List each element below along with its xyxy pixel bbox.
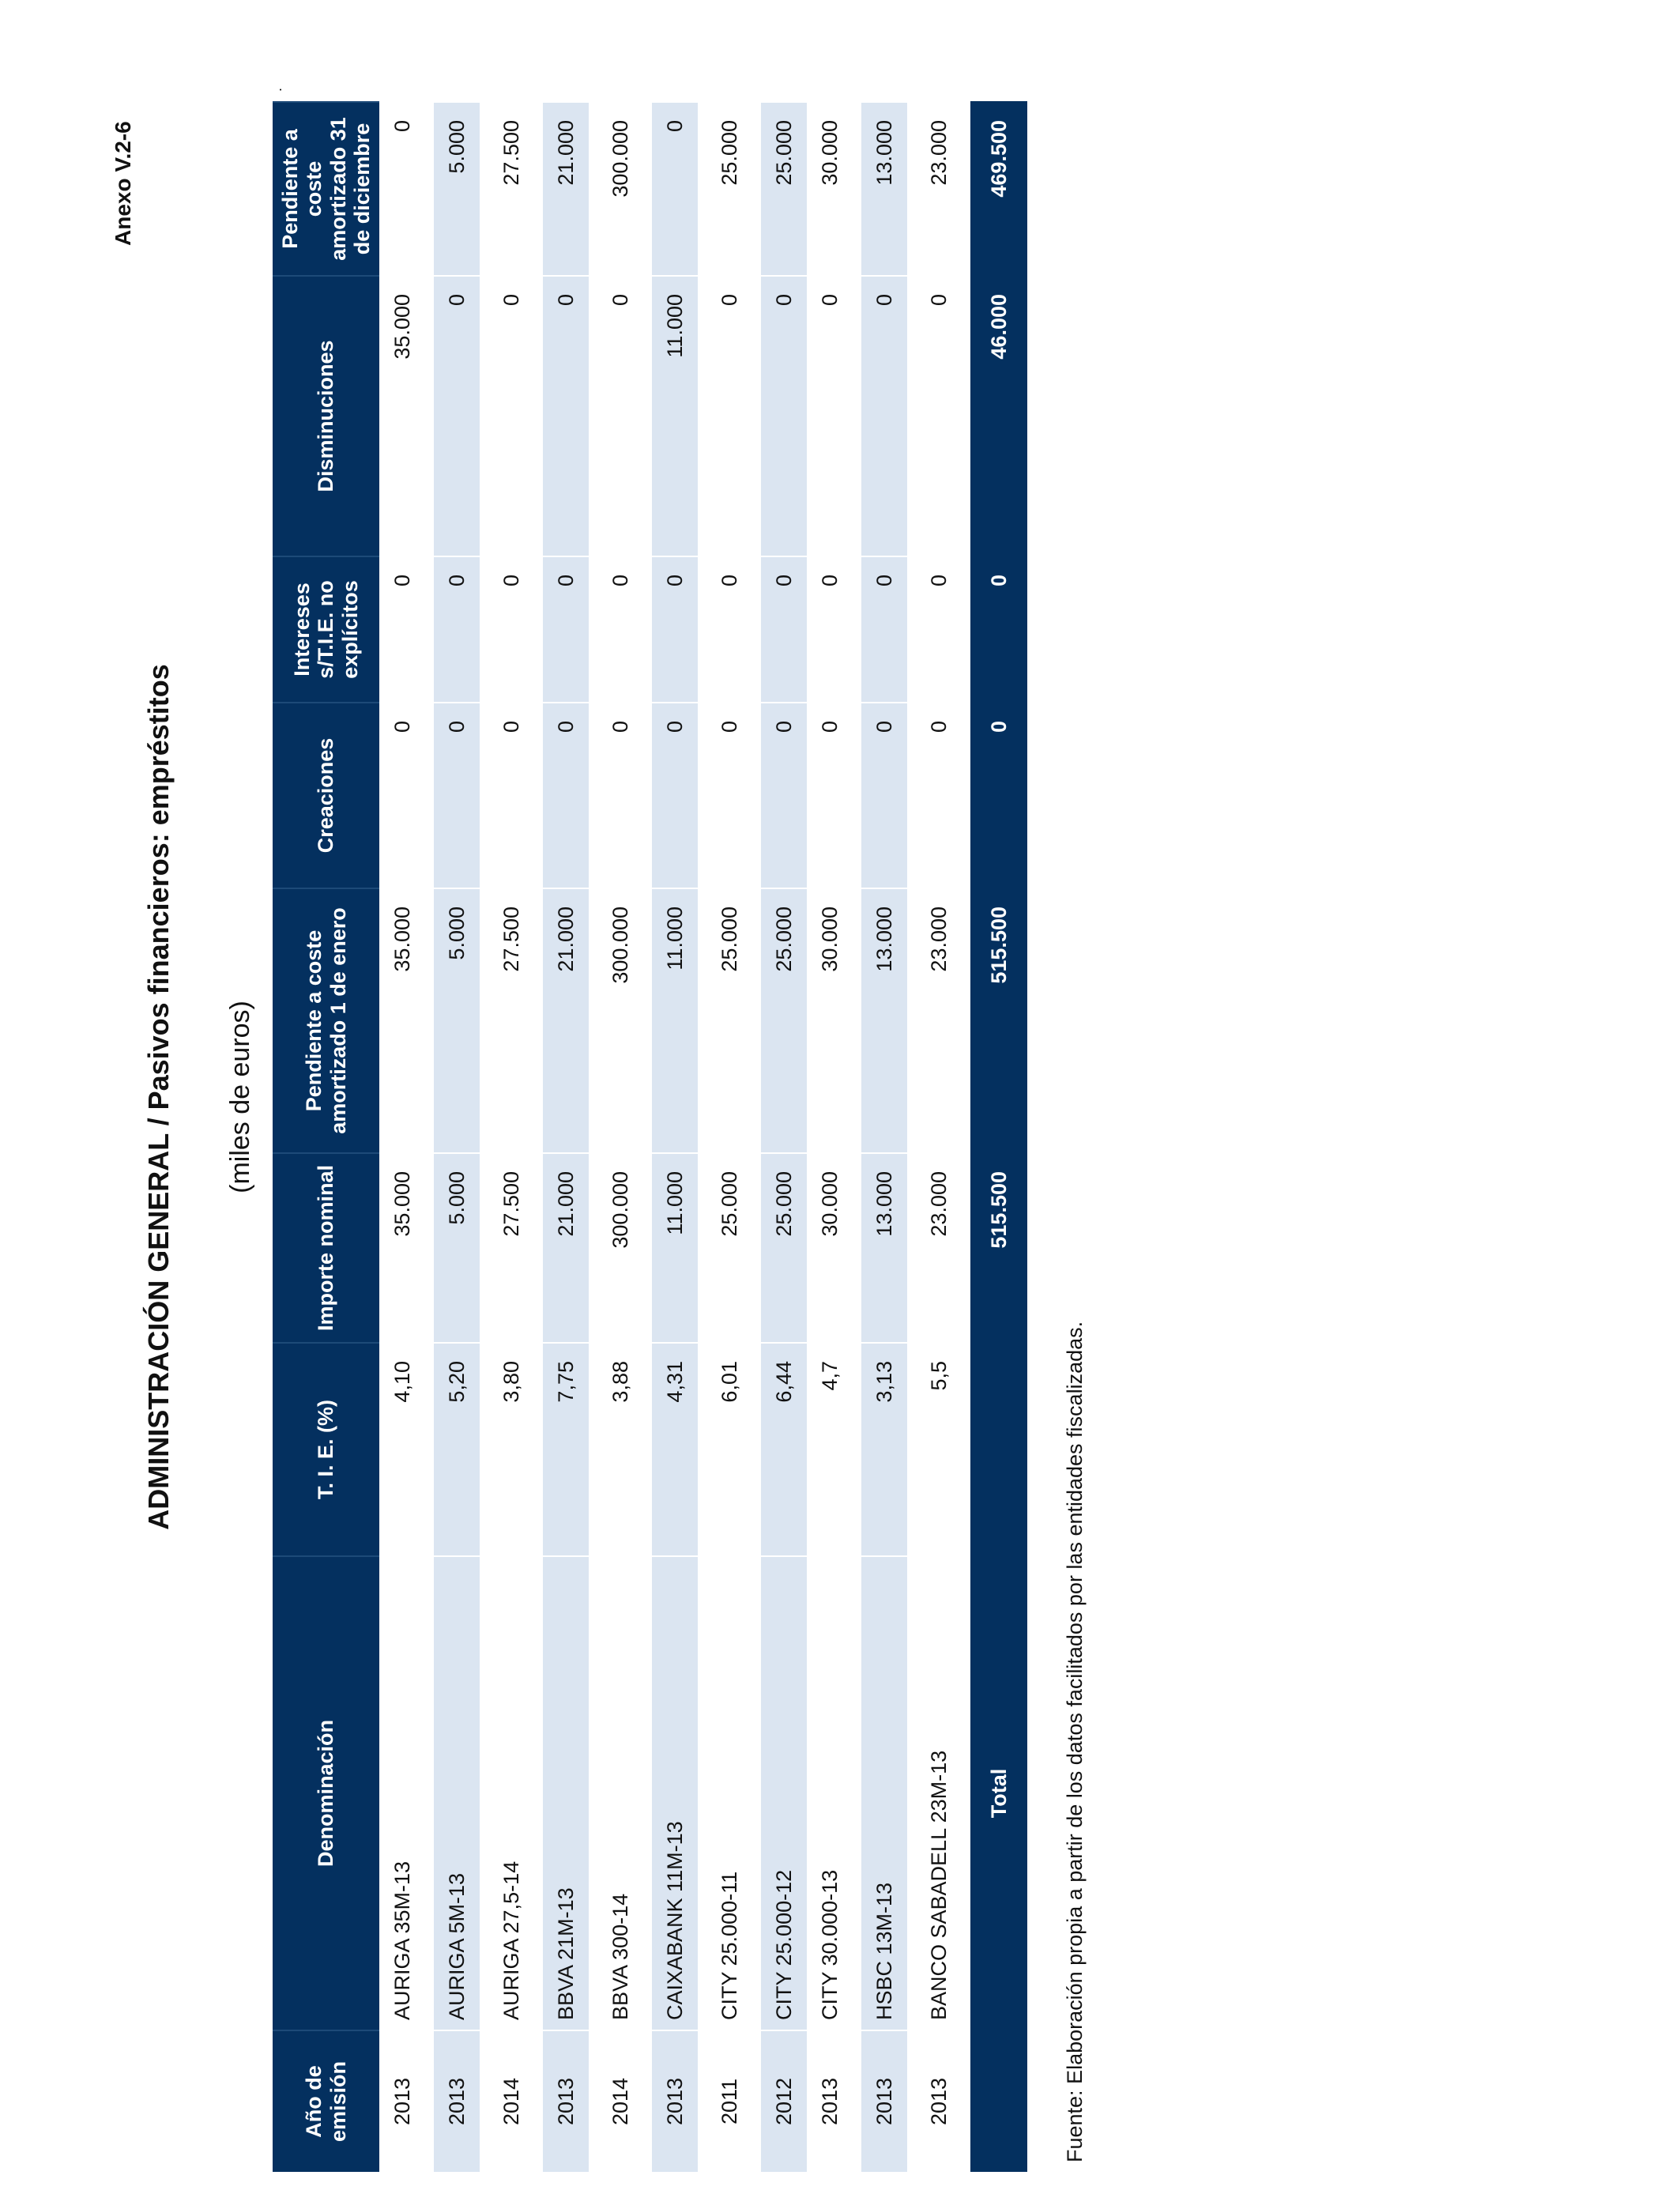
cell-interest: 0 [761, 556, 807, 702]
cell-pending-dec: 25.000 [761, 101, 807, 275]
cell-name: CITY 25.000-12 [761, 1555, 807, 2030]
cell-tie: 4,7 [807, 1342, 853, 1555]
header-row [273, 101, 379, 2172]
spacer-cell [643, 101, 652, 2172]
cell-nominal: 35.000 [379, 1152, 425, 1342]
cell-decreases: 0 [807, 275, 853, 556]
cell-creations: 0 [379, 702, 425, 888]
cell-decreases: 0 [706, 275, 752, 556]
total-interest: 0 [970, 556, 1027, 702]
cell-nominal: 25.000 [761, 1152, 807, 1342]
cell-tie: 4,10 [379, 1342, 425, 1555]
cell-pending-jan: 25.000 [706, 888, 752, 1152]
total-nominal: 515.500 [970, 1152, 1027, 1342]
cell-nominal: 11.000 [652, 1152, 698, 1342]
row-spacer [534, 101, 543, 2172]
cell-nominal: 13.000 [861, 1152, 907, 1342]
cell-interest: 0 [706, 556, 752, 702]
cell-name: BANCO SABADELL 23M-13 [916, 1555, 962, 2030]
cell-tie: 6,44 [761, 1342, 807, 1555]
row-spacer [480, 101, 488, 2172]
cell-creations: 0 [706, 702, 752, 888]
spacer-cell [962, 101, 970, 2172]
cell-pending-dec: 5.000 [434, 101, 480, 275]
cell-interest: 0 [434, 556, 480, 702]
cell-nominal: 5.000 [434, 1152, 480, 1342]
total-empty-cell [970, 1342, 1027, 1555]
header-name: Denominación [273, 1555, 379, 2030]
cell-pending-jan: 5.000 [434, 888, 480, 1152]
cell-nominal: 30.000 [807, 1152, 853, 1342]
spacer-cell [534, 101, 543, 2172]
cell-year: 2014 [597, 2030, 643, 2172]
spacer-cell [698, 101, 706, 2172]
cell-decreases: 0 [543, 275, 589, 556]
table-row [761, 101, 807, 2172]
cell-pending-jan: 11.000 [652, 888, 698, 1152]
cell-pending-dec: 23.000 [916, 101, 962, 275]
cell-year: 2013 [652, 2030, 698, 2172]
cell-nominal: 300.000 [597, 1152, 643, 1342]
cell-tie: 5,5 [916, 1342, 962, 1555]
cell-decreases: 0 [597, 275, 643, 556]
row-spacer [752, 101, 761, 2172]
cell-pending-jan: 13.000 [861, 888, 907, 1152]
cell-creations: 0 [434, 702, 480, 888]
table-row [916, 101, 962, 2172]
total-pending-jan: 515.500 [970, 888, 1027, 1152]
row-spacer [962, 101, 970, 2172]
cell-pending-dec: 25.000 [706, 101, 752, 275]
cell-pending-dec: 13.000 [861, 101, 907, 275]
cell-name: BBVA 21M-13 [543, 1555, 589, 2030]
cell-tie: 5,20 [434, 1342, 480, 1555]
cell-year: 2014 [488, 2030, 534, 2172]
table-row [434, 101, 480, 2172]
header-nominal: Importe nominal [273, 1152, 379, 1342]
loans-table [273, 101, 1027, 2172]
cell-nominal: 27.500 [488, 1152, 534, 1342]
cell-pending-jan: 25.000 [761, 888, 807, 1152]
cell-year: 2013 [434, 2030, 480, 2172]
cell-year: 2013 [543, 2030, 589, 2172]
total-pending-dec: 469.500 [970, 101, 1027, 275]
table-row [807, 101, 853, 2172]
cell-creations: 0 [543, 702, 589, 888]
cell-creations: 0 [916, 702, 962, 888]
table-row [488, 101, 534, 2172]
cell-tie: 3,88 [597, 1342, 643, 1555]
cell-pending-jan: 30.000 [807, 888, 853, 1152]
cell-creations: 0 [861, 702, 907, 888]
cell-pending-jan: 35.000 [379, 888, 425, 1152]
header-pending-jan: Pendiente a coste amortizado 1 de enero [273, 888, 379, 1152]
spacer-cell [480, 101, 488, 2172]
cell-name: AURIGA 35M-13 [379, 1555, 425, 2030]
cell-creations: 0 [807, 702, 853, 888]
total-decreases: 46.000 [970, 275, 1027, 556]
cell-year: 2013 [916, 2030, 962, 2172]
table-row [543, 101, 589, 2172]
spacer-cell [425, 101, 434, 2172]
row-spacer [853, 101, 861, 2172]
header-tie: T. I. E. (%) [273, 1342, 379, 1555]
cell-year: 2013 [861, 2030, 907, 2172]
row-spacer [643, 101, 652, 2172]
cell-name: CAIXABANK 11M-13 [652, 1555, 698, 2030]
page-subtitle: (miles de euros) [225, 1001, 255, 1193]
spacer-cell [589, 101, 597, 2172]
table-row [652, 101, 698, 2172]
cell-decreases: 35.000 [379, 275, 425, 556]
row-spacer [425, 101, 434, 2172]
header-year: Año de emisión [273, 2030, 379, 2172]
cell-decreases: 0 [488, 275, 534, 556]
table-row [861, 101, 907, 2172]
cell-pending-dec: 0 [652, 101, 698, 275]
cell-creations: 0 [597, 702, 643, 888]
cell-tie: 7,75 [543, 1342, 589, 1555]
cell-tie: 6,01 [706, 1342, 752, 1555]
page-title: ADMINISTRACIÓN GENERAL / Pasivos financieros: empréstitos [142, 664, 175, 1530]
cell-pending-dec: 0 [379, 101, 425, 275]
cell-pending-jan: 21.000 [543, 888, 589, 1152]
cell-interest: 0 [861, 556, 907, 702]
cell-interest: 0 [379, 556, 425, 702]
cell-tie: 3,13 [861, 1342, 907, 1555]
table-row [706, 101, 752, 2172]
cell-tie: 3,80 [488, 1342, 534, 1555]
cell-interest: 0 [652, 556, 698, 702]
table-row [597, 101, 643, 2172]
table-body [379, 101, 1027, 2172]
cell-nominal: 23.000 [916, 1152, 962, 1342]
source-note: Fuente: Elaboración propia a partir de los datos facilitados por las entidades fiscalizadas. [1063, 1321, 1087, 2162]
cell-name: AURIGA 5M-13 [434, 1555, 480, 2030]
cell-interest: 0 [488, 556, 534, 702]
cell-creations: 0 [488, 702, 534, 888]
cell-year: 2011 [706, 2030, 752, 2172]
header-creations: Creaciones [273, 702, 379, 888]
cell-pending-dec: 27.500 [488, 101, 534, 275]
cell-name: CITY 25.000-11 [706, 1555, 752, 2030]
header-decreases: Disminuciones [273, 275, 379, 556]
cell-tie: 4,31 [652, 1342, 698, 1555]
cell-interest: 0 [916, 556, 962, 702]
cell-name: BBVA 300-14 [597, 1555, 643, 2030]
header-interest: Intereses s/T.I.E. no explícitos [273, 556, 379, 702]
cell-interest: 0 [597, 556, 643, 702]
spacer-cell [907, 101, 916, 2172]
cell-nominal: 21.000 [543, 1152, 589, 1342]
cell-year: 2012 [761, 2030, 807, 2172]
cell-year: 2013 [807, 2030, 853, 2172]
cell-pending-dec: 21.000 [543, 101, 589, 275]
corner-mark: . [269, 87, 284, 92]
row-spacer [907, 101, 916, 2172]
total-label: Total [970, 1555, 1027, 2030]
cell-pending-jan: 27.500 [488, 888, 534, 1152]
table-row [379, 101, 425, 2172]
cell-decreases: 0 [761, 275, 807, 556]
cell-interest: 0 [807, 556, 853, 702]
cell-name: HSBC 13M-13 [861, 1555, 907, 2030]
total-creations: 0 [970, 702, 1027, 888]
header-pending-dec: Pendiente a coste amortizado 31 de diciembre [273, 101, 379, 275]
total-empty-cell [970, 2030, 1027, 2172]
cell-nominal: 25.000 [706, 1152, 752, 1342]
cell-decreases: 11.000 [652, 275, 698, 556]
cell-creations: 0 [652, 702, 698, 888]
cell-pending-dec: 300.000 [597, 101, 643, 275]
cell-pending-dec: 30.000 [807, 101, 853, 275]
cell-creations: 0 [761, 702, 807, 888]
annex-label: Anexo V.2-6 [111, 121, 135, 246]
total-row [970, 101, 1027, 2172]
cell-name: CITY 30.000-13 [807, 1555, 853, 2030]
cell-decreases: 0 [916, 275, 962, 556]
row-spacer [698, 101, 706, 2172]
spacer-cell [853, 101, 861, 2172]
cell-pending-jan: 23.000 [916, 888, 962, 1152]
row-spacer [589, 101, 597, 2172]
cell-pending-jan: 300.000 [597, 888, 643, 1152]
cell-interest: 0 [543, 556, 589, 702]
cell-decreases: 0 [861, 275, 907, 556]
spacer-cell [752, 101, 761, 2172]
cell-year: 2013 [379, 2030, 425, 2172]
cell-name: AURIGA 27,5-14 [488, 1555, 534, 2030]
cell-decreases: 0 [434, 275, 480, 556]
